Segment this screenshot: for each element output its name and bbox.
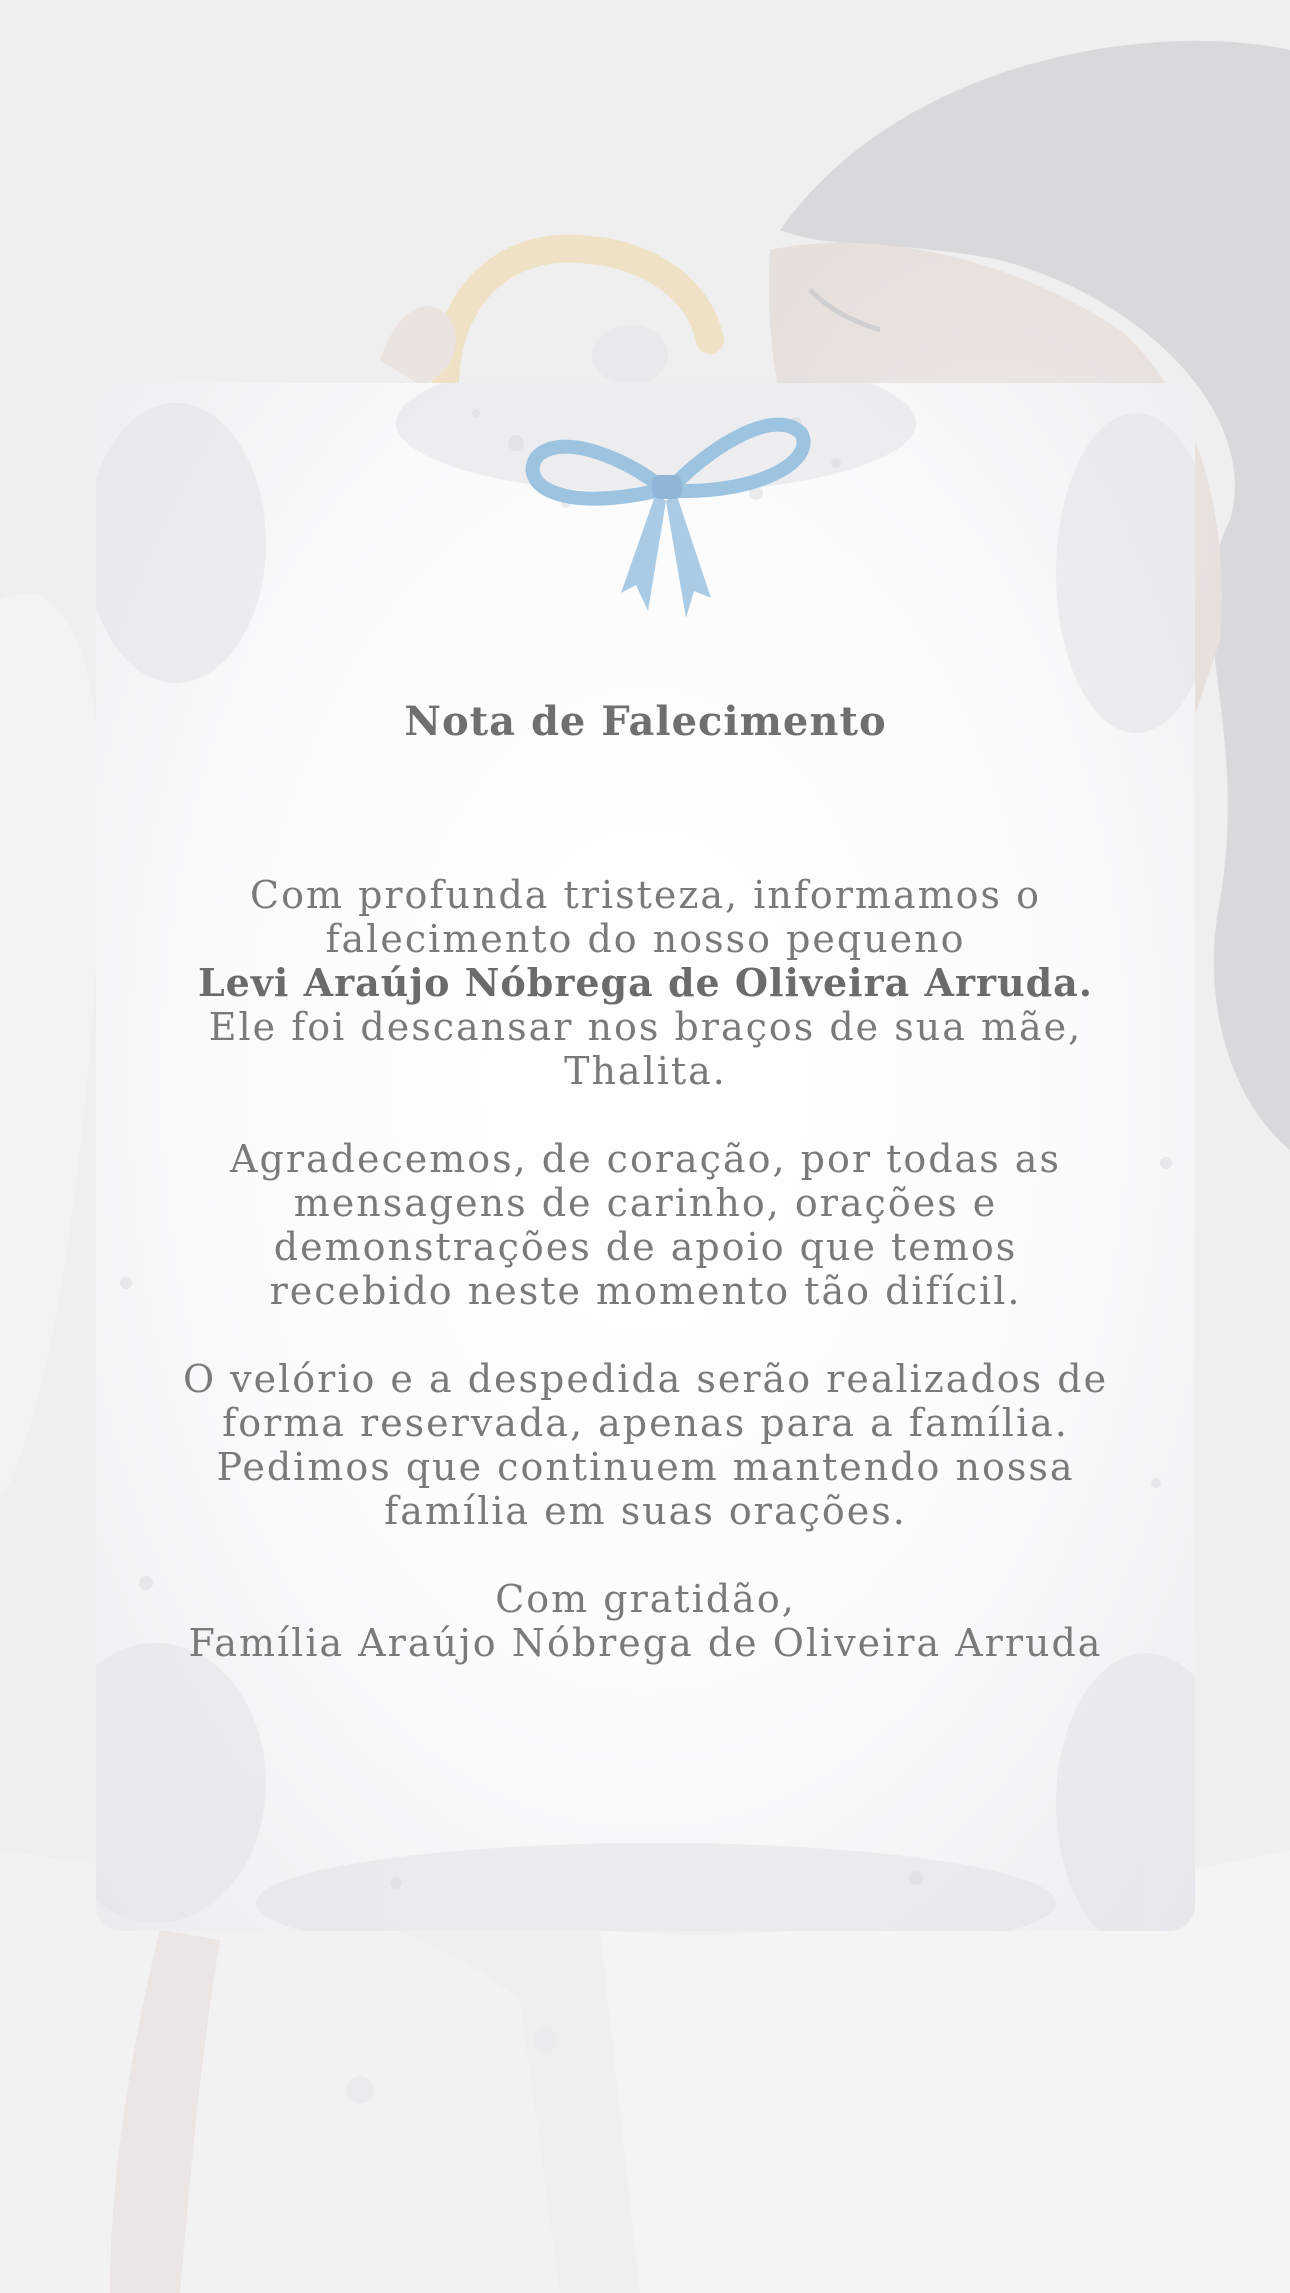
text-line: forma reservada, apenas para a família. [222,1401,1069,1445]
text-line: recebido neste momento tão difícil. [269,1269,1022,1313]
text-line: O velório e a despedida serão realizados de [182,1357,1109,1401]
page-title: Nota de Falecimento [404,698,887,745]
text-line: Thalita. [564,1049,727,1093]
ceremony-paragraph [136,1357,1155,1533]
announcement-paragraph [136,873,1155,1093]
text-line: Agradecemos, de coração, por todas as [230,1137,1061,1181]
text-line: família em suas orações. [384,1489,907,1533]
closing-signature [136,1577,1155,1665]
deceased-name: Levi Araújo Nóbrega de Oliveira Arruda. [197,960,1094,1005]
text-line: falecimento do nosso pequeno [325,917,966,961]
closing-line: Com gratidão, [495,1577,796,1621]
text-line: Ele foi descansar nos braços de sua mãe, [208,1005,1083,1049]
text-line: Com profunda tristeza, informamos o [250,873,1041,917]
text-line: Pedimos que continuem mantendo nossa [216,1445,1075,1489]
text-line: demonstrações de apoio que temos [273,1225,1018,1269]
text-line: mensagens de carinho, orações e [293,1181,998,1225]
thanks-paragraph [136,1137,1155,1313]
obituary-message [136,873,1155,1709]
blue-ribbon-bow-icon [516,413,816,633]
family-signature: Família Araújo Nóbrega de Oliveira Arruda [188,1621,1103,1665]
obituary-card [96,383,1195,1931]
